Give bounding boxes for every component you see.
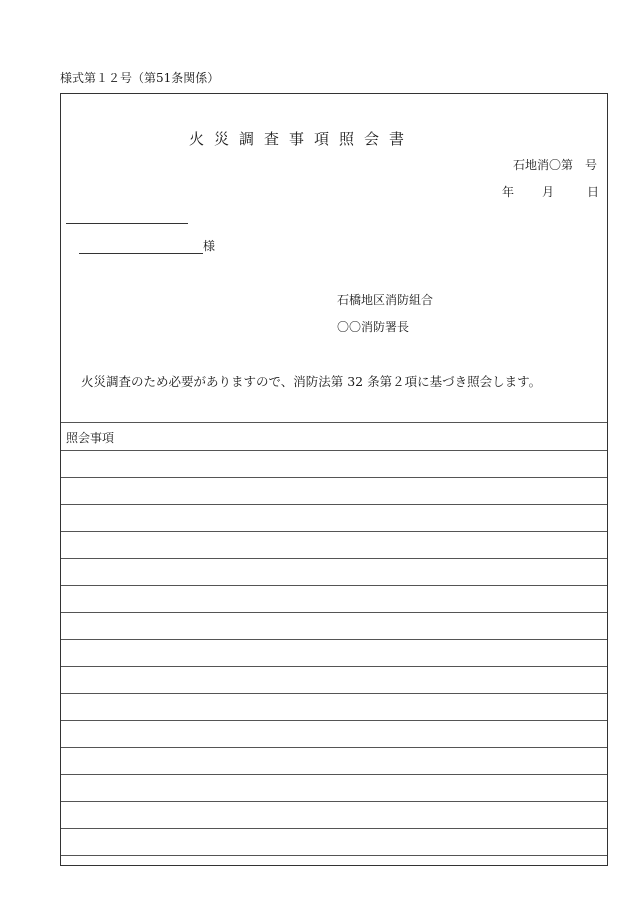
table-row [61, 585, 607, 612]
document-title: 火災調査事項照会書 [189, 130, 415, 148]
table-row [61, 747, 607, 774]
table-row [61, 612, 607, 639]
table-header-label: 照会事項 [66, 431, 115, 445]
table-row [61, 774, 607, 801]
table-row [61, 720, 607, 747]
table-row [61, 558, 607, 585]
date-month-label: 月 [542, 185, 555, 199]
table-row [61, 801, 607, 828]
table-row [61, 531, 607, 558]
sender-organization: 石橋地区消防組合 [337, 293, 434, 307]
addressee-line [79, 237, 215, 254]
table-row [61, 450, 607, 477]
document-date [502, 183, 600, 200]
table-row [61, 855, 607, 882]
recipient-org-blank-line [66, 223, 188, 224]
form-number-label: 様式第１２号（第51条関係） [60, 71, 220, 85]
table-row [61, 639, 607, 666]
table-row [61, 666, 607, 693]
table-row [61, 504, 607, 531]
date-day-label: 日 [587, 185, 600, 199]
addressee-suffix: 様 [203, 239, 216, 253]
table-row [61, 693, 607, 720]
document-number: 石地消〇第 号 [512, 158, 597, 172]
inquiry-body-text: 火災調査のため必要がありますので、消防法第 32 条第２項に基づき照会します。 [81, 374, 542, 389]
inquiry-form-frame [60, 93, 608, 866]
date-year-label: 年 [502, 185, 515, 199]
inquiry-items-table [61, 422, 607, 882]
table-row [61, 828, 607, 855]
table-header-row [61, 422, 607, 450]
table-row [61, 477, 607, 504]
addressee-blank [79, 239, 203, 254]
sender-title: 〇〇消防署長 [337, 320, 410, 334]
